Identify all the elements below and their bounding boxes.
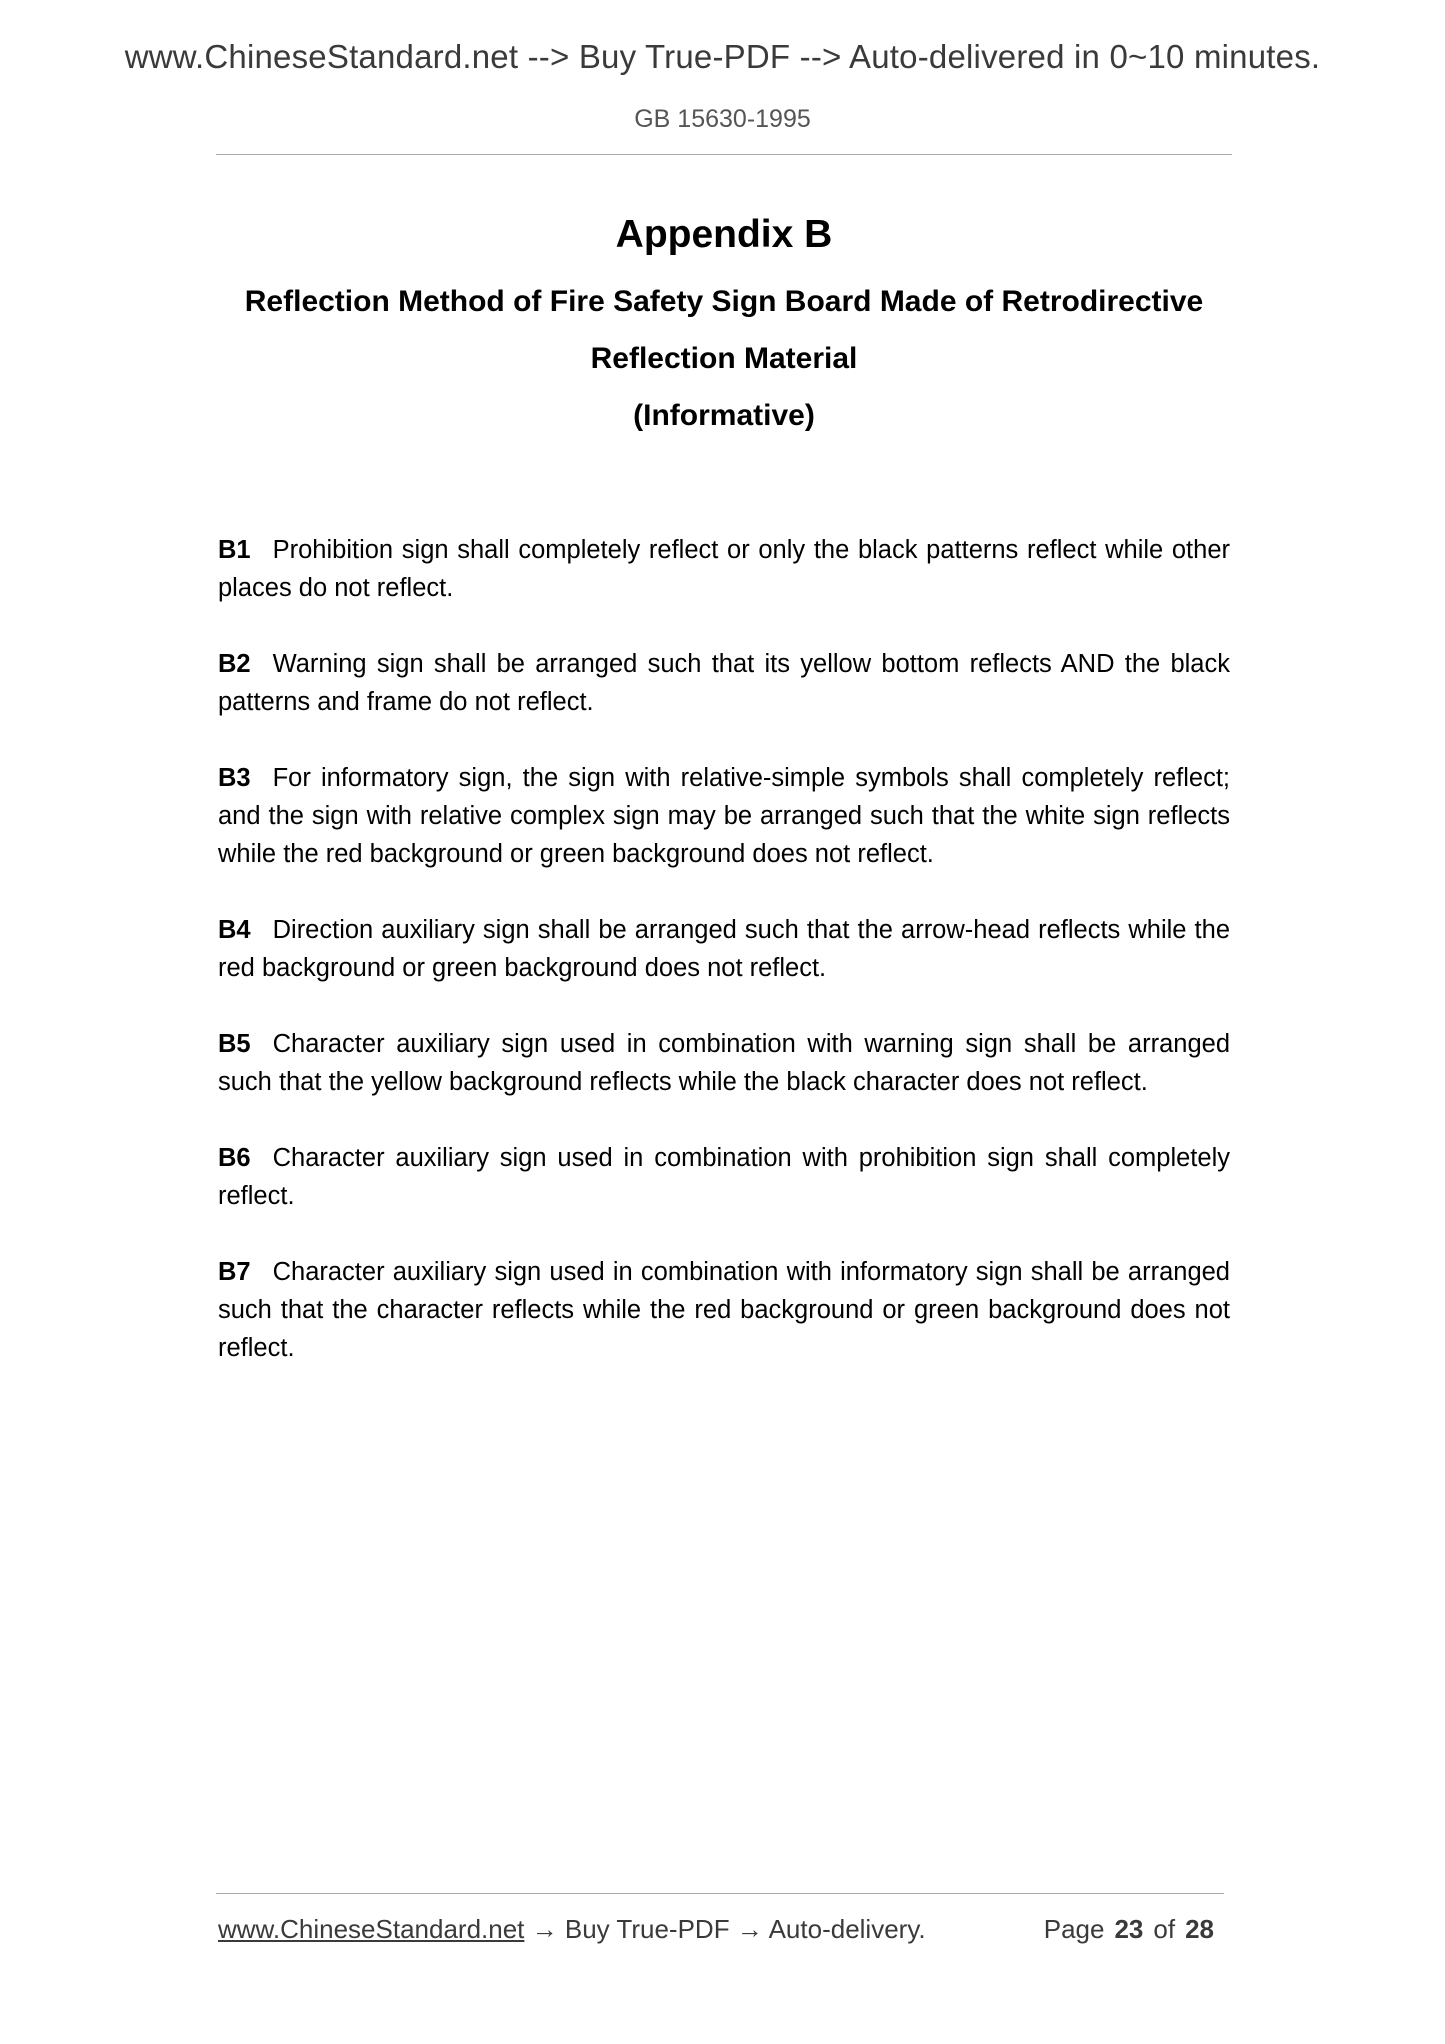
clause-text: Warning sign shall be arranged such that its yellow bottom reflects AND the black patterns and frame do not reflect.: [218, 650, 1230, 716]
footer-website-link[interactable]: www.ChineseStandard.net: [218, 1914, 525, 1944]
clause-b3: [218, 759, 1230, 873]
clause-number: B1: [218, 536, 251, 564]
subtitle-line-2: Reflection Material: [590, 342, 858, 375]
clause-number: B2: [218, 650, 251, 678]
footer-tagline: → Buy True-PDF → Auto-delivery.: [531, 1914, 926, 1944]
clause-number: B6: [218, 1144, 251, 1172]
of-label: of: [1153, 1914, 1176, 1944]
clause-b7: [218, 1253, 1230, 1367]
header-divider: [216, 154, 1232, 155]
clause-b6: [218, 1139, 1230, 1215]
clause-text: Prohibition sign shall completely reflect or only the black patterns reflect while other places do not reflect.: [218, 536, 1230, 602]
subtitle-informative: (Informative): [633, 399, 815, 432]
clause-number: B7: [218, 1258, 251, 1286]
clause-number: B4: [218, 916, 251, 944]
clause-b2: [218, 645, 1230, 721]
top-banner: www.ChineseStandard.net --> Buy True-PDF --> Auto-delivered in 0~10 minutes.: [124, 38, 1321, 75]
clause-text: Character auxiliary sign used in combination with prohibition sign shall completely reflect.: [218, 1144, 1230, 1210]
standard-code: GB 15630-1995: [634, 105, 811, 133]
page-label: Page: [1043, 1914, 1105, 1944]
footer-left: [218, 1914, 926, 1945]
clause-b1: [218, 531, 1230, 607]
clause-text: Character auxiliary sign used in combination with informatory sign shall be arranged such that the character reflects while the red background or green background does not reflect.: [218, 1258, 1230, 1362]
footer-divider: [216, 1893, 1224, 1894]
clause-number: B3: [218, 764, 251, 792]
clause-text: Character auxiliary sign used in combination with warning sign shall be arranged such that the yellow background reflects while the black character does not reflect.: [218, 1030, 1230, 1096]
page-total: 28: [1185, 1914, 1214, 1944]
appendix-title: Appendix B: [615, 213, 833, 256]
clause-b5: [218, 1025, 1230, 1101]
page-indicator: [1044, 1914, 1224, 1945]
clause-b4: [218, 911, 1230, 987]
subtitle-line-1: Reflection Method of Fire Safety Sign Board Made of Retrodirective: [244, 285, 1204, 318]
clause-number: B5: [218, 1030, 251, 1058]
page-current: 23: [1114, 1914, 1144, 1944]
clause-text: Direction auxiliary sign shall be arranged such that the arrow-head reflects while the red background or green background does not reflect.: [218, 916, 1230, 982]
clause-text: For informatory sign, the sign with relative-simple symbols shall completely reflect; and the sign with relative complex sign may be arranged such that the white sign reflects while the red background or green background does not reflect.: [218, 764, 1230, 868]
